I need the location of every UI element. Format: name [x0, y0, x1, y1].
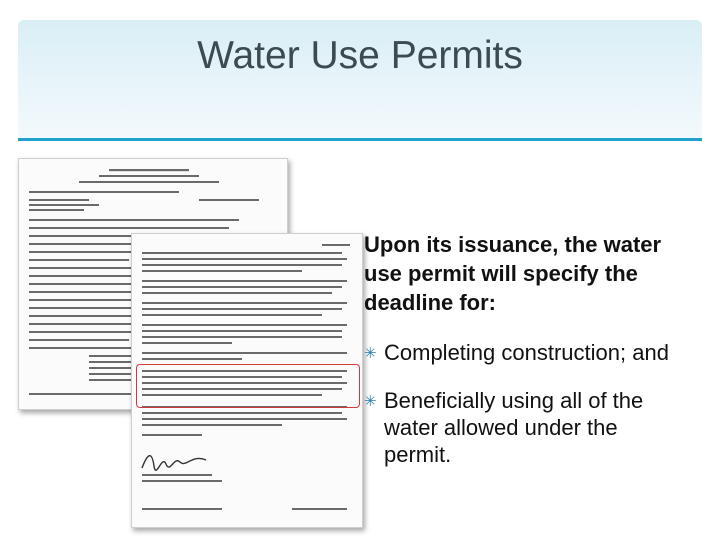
bullet-item — [364, 339, 684, 366]
intro-paragraph: Upon its issuance, the water use permit will specify the deadline for: — [364, 232, 662, 315]
highlighted-deadline-clause — [136, 364, 360, 408]
bullet-item — [364, 387, 684, 468]
permit-document-image-front — [131, 233, 363, 528]
bullet-text: Beneficially using all of the water allowed under the permit. — [384, 388, 644, 467]
content-text — [364, 230, 684, 489]
title-underline — [18, 138, 702, 141]
asterisk-bullet-icon: ✳ — [364, 345, 377, 362]
slide-title: Water Use Permits — [197, 34, 523, 77]
signature-scribble — [140, 448, 210, 474]
bullet-list — [364, 339, 684, 468]
bullet-text: Completing construction; and — [384, 340, 669, 365]
asterisk-bullet-icon: ✳ — [364, 393, 377, 410]
